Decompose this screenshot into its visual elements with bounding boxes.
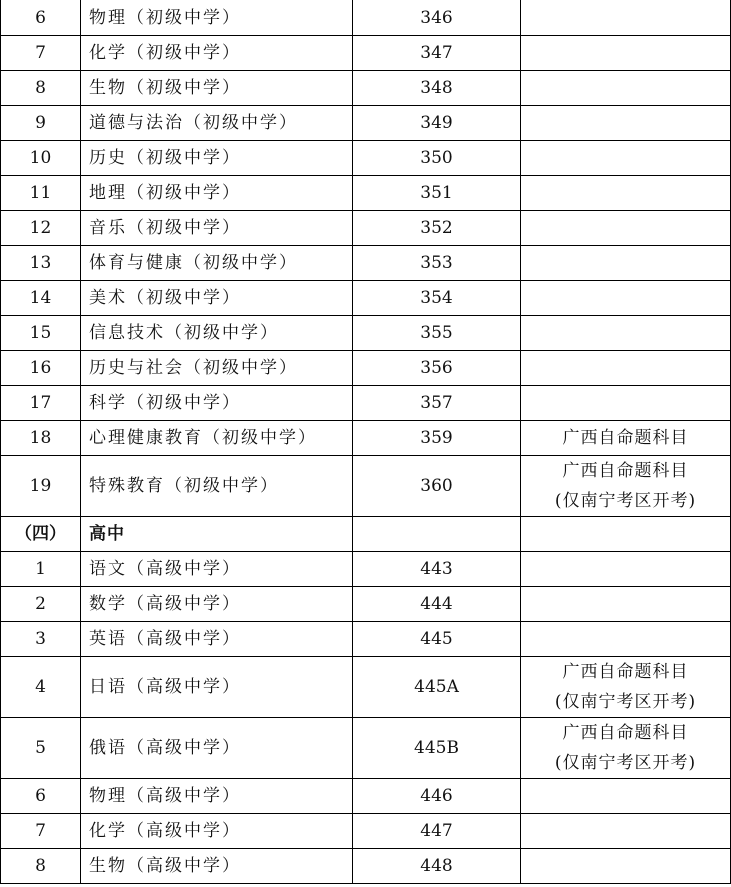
subject-name: 历史与社会（初级中学） [81,351,353,386]
subject-name: 物理（高级中学） [81,779,353,814]
table-row [1,657,731,718]
subject-code: 349 [353,106,521,141]
remark-cell [521,814,731,849]
subject-code: 359 [353,421,521,456]
row-number: 16 [1,351,81,386]
remark-text: 广西自命题科目 [562,662,689,682]
row-number: 13 [1,246,81,281]
subject-code: 355 [353,316,521,351]
empty-cell [353,517,521,552]
subject-name: 心理健康教育（初级中学） [81,421,353,456]
remark-cell [521,211,731,246]
subject-name: 日语（高级中学） [81,657,353,718]
table-row [1,421,731,456]
row-number: 1 [1,552,81,587]
section-title: 高中 [81,517,353,552]
row-number: 5 [1,718,81,779]
remark-cell [521,71,731,106]
remark-cell [521,779,731,814]
remark-text: 广西自命题科目 [562,723,689,743]
row-number: 4 [1,657,81,718]
table-row [1,211,731,246]
subject-name: 化学（高级中学） [81,814,353,849]
subject-name: 化学（初级中学） [81,36,353,71]
table-row [1,71,731,106]
remark-text: (仅南宁考区开考) [554,491,697,511]
remark-text: (仅南宁考区开考) [554,692,697,712]
subject-code: 357 [353,386,521,421]
subject-name: 生物（初级中学） [81,71,353,106]
subject-name: 语文（高级中学） [81,552,353,587]
remark-cell [521,587,731,622]
table-row [1,718,731,779]
subject-code: 353 [353,246,521,281]
remark-cell [521,657,731,718]
remark-cell [521,1,731,36]
remark-text: (仅南宁考区开考) [554,753,697,773]
row-number: 8 [1,849,81,884]
remark-cell [521,421,731,456]
subject-name: 物理（初级中学） [81,1,353,36]
table-row [1,849,731,884]
table-row [1,552,731,587]
table-row [1,176,731,211]
remark-cell [521,386,731,421]
subject-code: 448 [353,849,521,884]
remark-text: 广西自命题科目 [562,428,689,448]
row-number: 19 [1,456,81,517]
remark-cell [521,246,731,281]
row-number: 7 [1,36,81,71]
subject-name: 历史（初级中学） [81,141,353,176]
remark-cell [521,106,731,141]
table-row [1,351,731,386]
table-body [1,1,731,884]
subject-name: 英语（高级中学） [81,622,353,657]
table-row [1,1,731,36]
table-row [1,622,731,657]
section-number: （四） [1,517,81,552]
subject-code: 446 [353,779,521,814]
remark-cell [521,36,731,71]
table-row [1,246,731,281]
row-number: 18 [1,421,81,456]
subject-name: 信息技术（初级中学） [81,316,353,351]
subject-code: 445A [353,657,521,718]
subject-code: 347 [353,36,521,71]
table-row [1,587,731,622]
subject-name: 体育与健康（初级中学） [81,246,353,281]
table-row [1,814,731,849]
table-row [1,106,731,141]
subject-name: 科学（初级中学） [81,386,353,421]
subject-name: 道德与法治（初级中学） [81,106,353,141]
subject-code: 352 [353,211,521,246]
row-number: 12 [1,211,81,246]
subject-code: 356 [353,351,521,386]
subject-code: 351 [353,176,521,211]
row-number: 15 [1,316,81,351]
subject-code: 360 [353,456,521,517]
row-number: 14 [1,281,81,316]
subject-name: 美术（初级中学） [81,281,353,316]
table-row [1,779,731,814]
row-number: 11 [1,176,81,211]
row-number: 6 [1,779,81,814]
subject-code: 354 [353,281,521,316]
remark-cell [521,622,731,657]
remark-cell [521,281,731,316]
remark-text: 广西自命题科目 [562,461,689,481]
row-number: 8 [1,71,81,106]
table-row [1,36,731,71]
table-row [1,281,731,316]
subject-code: 445 [353,622,521,657]
subject-code: 444 [353,587,521,622]
subject-code: 443 [353,552,521,587]
remark-cell [521,141,731,176]
subject-name: 生物（高级中学） [81,849,353,884]
table-row [1,456,731,517]
table-row [1,316,731,351]
subject-code: 346 [353,1,521,36]
remark-cell [521,176,731,211]
subject-name: 音乐（初级中学） [81,211,353,246]
section-header-row [1,517,731,552]
row-number: 7 [1,814,81,849]
subject-name: 地理（初级中学） [81,176,353,211]
table-row [1,141,731,176]
subject-name: 俄语（高级中学） [81,718,353,779]
row-number: 2 [1,587,81,622]
subject-name: 数学（高级中学） [81,587,353,622]
empty-cell [521,517,731,552]
remark-cell [521,849,731,884]
remark-cell [521,316,731,351]
table-row [1,386,731,421]
row-number: 17 [1,386,81,421]
row-number: 6 [1,1,81,36]
remark-cell [521,552,731,587]
row-number: 3 [1,622,81,657]
subject-code: 348 [353,71,521,106]
row-number: 9 [1,106,81,141]
subject-code: 350 [353,141,521,176]
subject-code: 447 [353,814,521,849]
subject-name: 特殊教育（初级中学） [81,456,353,517]
subject-code: 445B [353,718,521,779]
remark-cell [521,718,731,779]
remark-cell [521,351,731,386]
row-number: 10 [1,141,81,176]
remark-cell [521,456,731,517]
